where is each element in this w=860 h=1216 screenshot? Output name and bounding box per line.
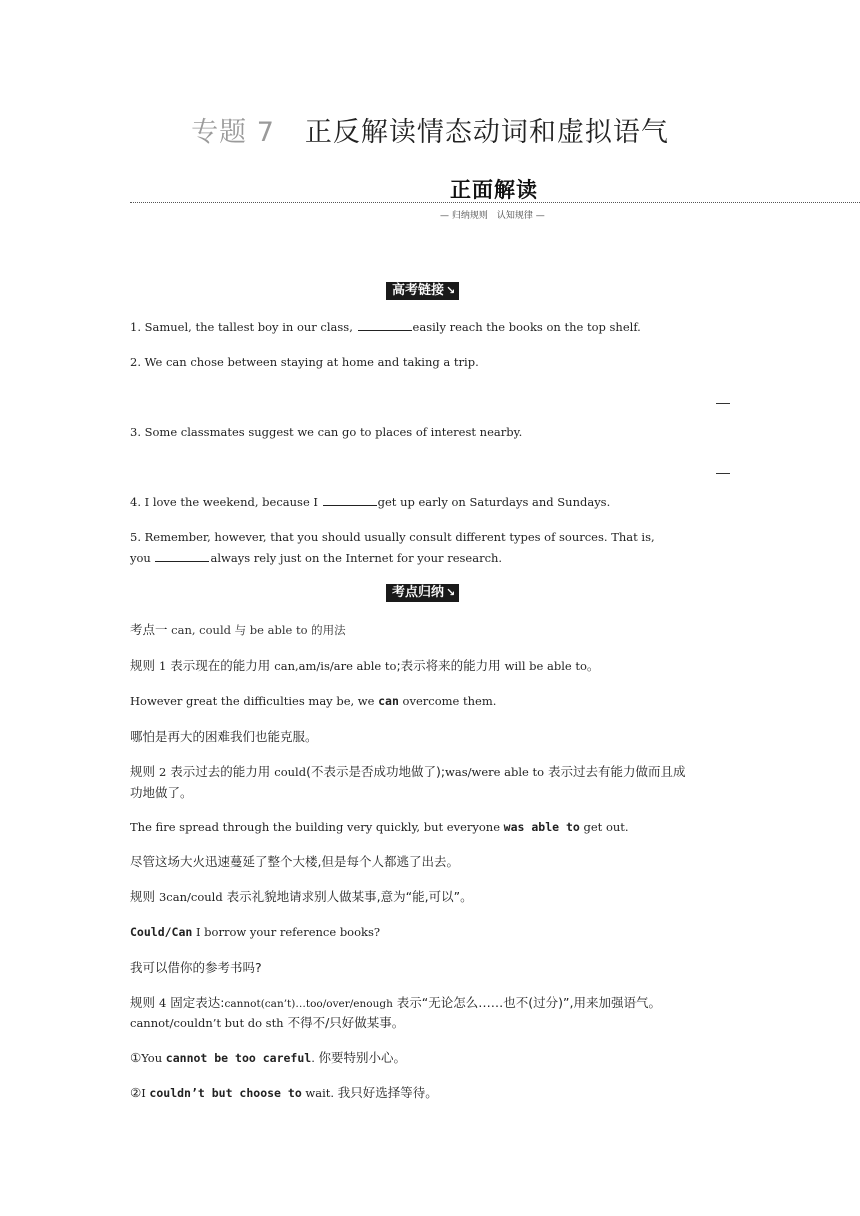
example-text: You bbox=[141, 1051, 166, 1065]
rule-number: 2 bbox=[158, 765, 167, 779]
rule-3 bbox=[130, 887, 730, 907]
section-subheading: — 归纳规则 认知规律 — bbox=[440, 211, 545, 221]
rule-4-line-1 bbox=[130, 993, 730, 1014]
question-3: 3. Some classmates suggest we can go to places of interest nearby. bbox=[130, 425, 523, 439]
example-text: get out. bbox=[579, 820, 629, 834]
rule-term: will be able to bbox=[504, 659, 587, 673]
page-title bbox=[0, 110, 860, 149]
rule-term: could bbox=[274, 765, 307, 779]
rule-term: cannot(can’t)…too/over/enough bbox=[224, 998, 393, 1010]
rule-text: 表示现在的能力用 bbox=[166, 658, 275, 673]
rule-2-line-1 bbox=[130, 762, 730, 782]
rule-text: 表示“无论怎么……也不(过分)”,用来加强语气。 bbox=[392, 995, 661, 1010]
example-5 bbox=[130, 1083, 730, 1103]
rule-label: 规则 bbox=[130, 889, 159, 904]
rule-text: 固定表达: bbox=[166, 995, 225, 1010]
example-keyword: cannot be too careful bbox=[165, 1051, 312, 1065]
rule-text: (不表示是否成功地做了); bbox=[306, 764, 446, 779]
example-keyword: Could/Can bbox=[130, 925, 193, 939]
section-heading: 正面解读 bbox=[450, 178, 538, 202]
rule-number: 3can/could bbox=[158, 890, 223, 904]
circled-number: ① bbox=[130, 1050, 142, 1065]
rule-number: 1 bbox=[158, 659, 167, 673]
question-2: 2. We can chose between staying at home and taking a trip. bbox=[130, 355, 479, 369]
rule-text: ;表示将来的能力用 bbox=[396, 658, 505, 673]
example-text: overcome them. bbox=[398, 694, 497, 708]
example-text: I borrow your reference books? bbox=[192, 925, 381, 939]
rule-label: 规则 bbox=[130, 764, 159, 779]
example-text: However great the difficulties may be, we bbox=[130, 694, 379, 708]
example-text: . bbox=[311, 1051, 319, 1065]
kaodian-summary-tag bbox=[386, 584, 459, 602]
rule-label: 规则 bbox=[130, 658, 159, 673]
question-text: always rely just on the Internet for your research. bbox=[210, 551, 503, 565]
example-1 bbox=[130, 691, 730, 711]
rule-1 bbox=[130, 656, 730, 676]
example-2 bbox=[130, 817, 730, 837]
kaodian-text: can, could 与 be able to 的用法 bbox=[167, 623, 346, 637]
rule-2-line-2: 功地做了。 bbox=[130, 785, 193, 800]
example-keyword: couldn’t but choose to bbox=[149, 1086, 302, 1100]
answer-blank[interactable] bbox=[155, 549, 209, 562]
kaodian-label: 考点一 bbox=[130, 622, 168, 637]
answer-dash bbox=[716, 473, 730, 474]
question-1 bbox=[130, 317, 730, 337]
example-3 bbox=[130, 922, 730, 942]
example-translation: 我只好选择等待。 bbox=[337, 1085, 438, 1100]
rule-text: 不得不/只好做某事。 bbox=[283, 1015, 405, 1030]
topic-number: 专题 7 bbox=[191, 117, 275, 148]
rule-label: 规则 bbox=[130, 995, 159, 1010]
question-4 bbox=[130, 492, 730, 512]
example-text: I bbox=[141, 1086, 150, 1100]
answer-blank[interactable] bbox=[358, 318, 412, 331]
dotted-divider bbox=[130, 202, 860, 203]
question-text: you bbox=[130, 551, 155, 565]
example-4 bbox=[130, 1048, 730, 1068]
rule-term: cannot/couldn’t but do sth bbox=[130, 1016, 284, 1030]
question-text: get up early on Saturdays and Sundays. bbox=[377, 495, 611, 509]
rule-text: 表示过去有能力做而且成 bbox=[544, 764, 686, 779]
gaokao-link-tag bbox=[386, 282, 459, 300]
question-text: 4. I love the weekend, because I bbox=[130, 495, 322, 509]
example-text: wait. bbox=[301, 1086, 338, 1100]
question-text: 1. Samuel, the tallest boy in our class, bbox=[130, 320, 357, 334]
rule-text: 表示过去的能力用 bbox=[166, 764, 275, 779]
rule-text: 表示礼貌地请求别人做某事,意为“能,可以”。 bbox=[222, 889, 473, 904]
tag-label: 高考链接 bbox=[392, 283, 445, 298]
example-translation: 你要特别小心。 bbox=[318, 1050, 407, 1065]
example-2-translation: 尽管这场大火迅速蔓延了整个大楼,但是每个人都逃了出去。 bbox=[130, 854, 459, 869]
rule-4-line-2 bbox=[130, 1013, 730, 1033]
rule-term: was/were able to bbox=[445, 765, 545, 779]
answer-blank[interactable] bbox=[323, 493, 377, 506]
circled-number: ② bbox=[130, 1085, 142, 1100]
rule-text: 。 bbox=[586, 658, 600, 673]
example-keyword: was able to bbox=[503, 820, 580, 834]
answer-dash bbox=[716, 403, 730, 404]
question-text: easily reach the books on the top shelf. bbox=[412, 320, 641, 334]
example-1-translation: 哪怕是再大的困难我们也能克服。 bbox=[130, 729, 318, 744]
example-keyword: can bbox=[378, 694, 399, 708]
example-3-translation: 我可以借你的参考书吗? bbox=[130, 960, 262, 975]
question-5-line-1: 5. Remember, however, that you should usually consult different types of sources. That is, bbox=[130, 530, 655, 544]
tag-label: 考点归纳 bbox=[392, 585, 445, 600]
kaodian-heading bbox=[130, 620, 730, 640]
rule-term: can,am/is/are able to bbox=[274, 659, 397, 673]
arrow-icon: ↘ bbox=[446, 284, 456, 297]
rule-number: 4 bbox=[158, 996, 167, 1010]
example-text: The fire spread through the building very quickly, but everyone bbox=[130, 820, 504, 834]
question-5-line-2 bbox=[130, 548, 730, 568]
arrow-icon: ↘ bbox=[446, 586, 456, 599]
topic-title: 正反解读情态动词和虚拟语气 bbox=[304, 117, 669, 148]
